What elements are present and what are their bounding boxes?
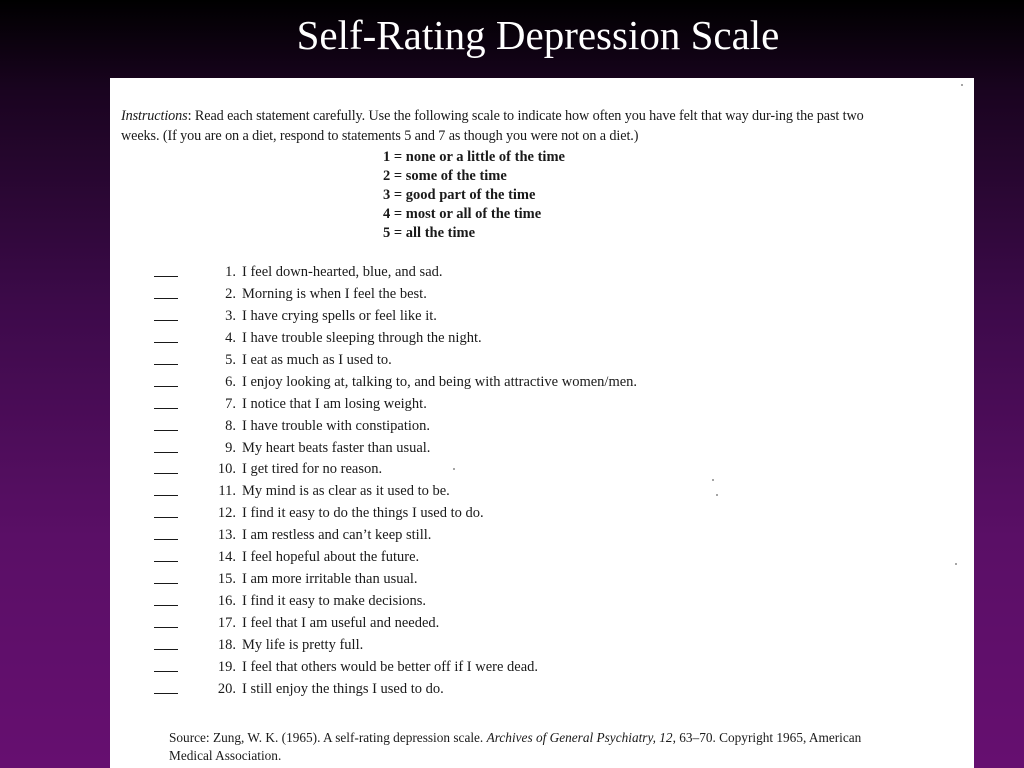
- statement-text: I have trouble with constipation.: [242, 417, 431, 434]
- statement-item: [154, 569, 854, 591]
- statement-number: 4.: [225, 329, 236, 346]
- statement-item: [154, 657, 854, 679]
- scale-option: 2 = some of the time: [383, 168, 507, 184]
- statement-text: I get tired for no reason.: [242, 461, 383, 478]
- statement-number: 7.: [225, 395, 236, 412]
- answer-blank[interactable]: [154, 452, 178, 453]
- statement-list: [154, 262, 854, 701]
- statement-number: 11.: [218, 483, 236, 500]
- scale-option: 3 = good part of the time: [383, 187, 536, 203]
- answer-blank[interactable]: [154, 408, 178, 409]
- answer-blank[interactable]: [154, 583, 178, 584]
- scale-option: 4 = most or all of the time: [383, 206, 542, 222]
- statement-text: I enjoy looking at, talking to, and being with attractive women/men.: [242, 373, 638, 390]
- statement-number: 14.: [217, 549, 236, 566]
- statement-text: I find it easy to do the things I used to do.: [242, 505, 484, 522]
- statement-number: 3.: [225, 307, 236, 324]
- statement-item: [154, 613, 854, 635]
- answer-blank[interactable]: [154, 364, 178, 365]
- statement-text: My heart beats faster than usual.: [242, 439, 431, 456]
- statement-item: [154, 394, 854, 416]
- statement-number: 10.: [217, 461, 236, 478]
- statement-number: 12.: [217, 505, 236, 522]
- scale-option: 1 = none or a little of the time: [383, 149, 565, 165]
- statement-item: [154, 459, 854, 481]
- statement-text: I have crying spells or feel like it.: [242, 307, 437, 324]
- statement-item: [154, 635, 854, 657]
- statement-item: [154, 481, 854, 503]
- source-journal: Archives of General Psychiatry, 12: [486, 730, 673, 746]
- statement-item: [154, 284, 854, 306]
- source-citation: [169, 729, 869, 765]
- statement-item: [154, 547, 854, 569]
- statement-number: 19.: [217, 658, 236, 675]
- statement-text: I feel that others would be better off if I were dead.: [242, 658, 539, 675]
- answer-blank[interactable]: [154, 539, 178, 540]
- answer-blank[interactable]: [154, 320, 178, 321]
- answer-blank[interactable]: [154, 386, 178, 387]
- statement-text: I feel down-hearted, blue, and sad.: [242, 264, 443, 280]
- instructions-lead: Instructions: [121, 108, 188, 125]
- statement-item: [154, 416, 854, 438]
- scan-speck: [712, 479, 714, 481]
- statement-number: 2.: [225, 285, 236, 302]
- statement-item: [154, 591, 854, 613]
- answer-blank[interactable]: [154, 342, 178, 343]
- statement-number: 9.: [225, 439, 236, 456]
- statement-number: 6.: [225, 373, 236, 390]
- statement-item: [154, 350, 854, 372]
- statement-item: [154, 328, 854, 350]
- statement-number: 20.: [217, 680, 236, 697]
- statement-number: 15.: [217, 571, 236, 588]
- answer-blank[interactable]: [154, 517, 178, 518]
- statement-number: 16.: [217, 593, 236, 610]
- statement-text: My life is pretty full.: [242, 636, 364, 653]
- scan-speck: [716, 494, 718, 496]
- statement-text: I eat as much as I used to.: [242, 351, 392, 368]
- answer-blank[interactable]: [154, 561, 178, 562]
- answer-blank[interactable]: [154, 298, 178, 299]
- statement-number: 8.: [225, 417, 236, 434]
- scan-speck: [961, 84, 963, 86]
- statement-text: I find it easy to make decisions.: [242, 593, 427, 610]
- statement-item: [154, 679, 854, 701]
- scan-speck: [453, 468, 455, 470]
- statement-text: I feel hopeful about the future.: [242, 549, 420, 566]
- statement-text: My mind is as clear as it used to be.: [242, 483, 450, 500]
- statement-number: 5.: [225, 351, 236, 368]
- statement-item: [154, 438, 854, 460]
- slide-title: Self-Rating Depression Scale: [296, 12, 780, 58]
- scan-speck: [955, 563, 957, 565]
- answer-blank[interactable]: [154, 495, 178, 496]
- instructions-text: : Read each statement carefully. Use the following scale to indicate how often you have felt that way dur-ing the past two weeks. (If you are on a diet, respond to statements 5 and 7 as though you were not on a diet.): [121, 108, 864, 145]
- statement-text: I am more irritable than usual.: [242, 571, 418, 588]
- answer-blank[interactable]: [154, 430, 178, 431]
- instructions-paragraph: [121, 106, 871, 146]
- statement-text: I am restless and can’t keep still.: [242, 527, 432, 544]
- answer-blank[interactable]: [154, 671, 178, 672]
- answer-blank[interactable]: [154, 473, 178, 474]
- statement-item: [154, 262, 854, 284]
- answer-blank[interactable]: [154, 627, 178, 628]
- statement-item: [154, 372, 854, 394]
- answer-blank[interactable]: [154, 276, 178, 277]
- statement-text: I notice that I am losing weight.: [242, 395, 427, 412]
- statement-number: 18.: [217, 636, 236, 653]
- answer-blank[interactable]: [154, 605, 178, 606]
- rating-scale-legend: [383, 148, 565, 243]
- scanned-document: [110, 78, 974, 768]
- answer-blank[interactable]: [154, 649, 178, 650]
- answer-blank[interactable]: [154, 693, 178, 694]
- source-suffix: , 63–70. Copyright 1965, American Medical Association.: [169, 730, 862, 764]
- statement-text: Morning is when I feel the best.: [242, 285, 427, 302]
- statement-text: I have trouble sleeping through the night.: [242, 329, 482, 346]
- statement-item: [154, 503, 854, 525]
- statement-text: I still enjoy the things I used to do.: [242, 680, 444, 697]
- scale-option: 5 = all the time: [383, 225, 476, 241]
- source-prefix: Source: Zung, W. K. (1965). A self-rating depression scale.: [169, 730, 487, 746]
- statement-text: I feel that I am useful and needed.: [242, 615, 440, 631]
- statement-item: [154, 525, 854, 547]
- statement-item: [154, 306, 854, 328]
- statement-number: 1.: [225, 264, 236, 280]
- statement-number: 17.: [217, 615, 236, 631]
- statement-number: 13.: [217, 527, 236, 544]
